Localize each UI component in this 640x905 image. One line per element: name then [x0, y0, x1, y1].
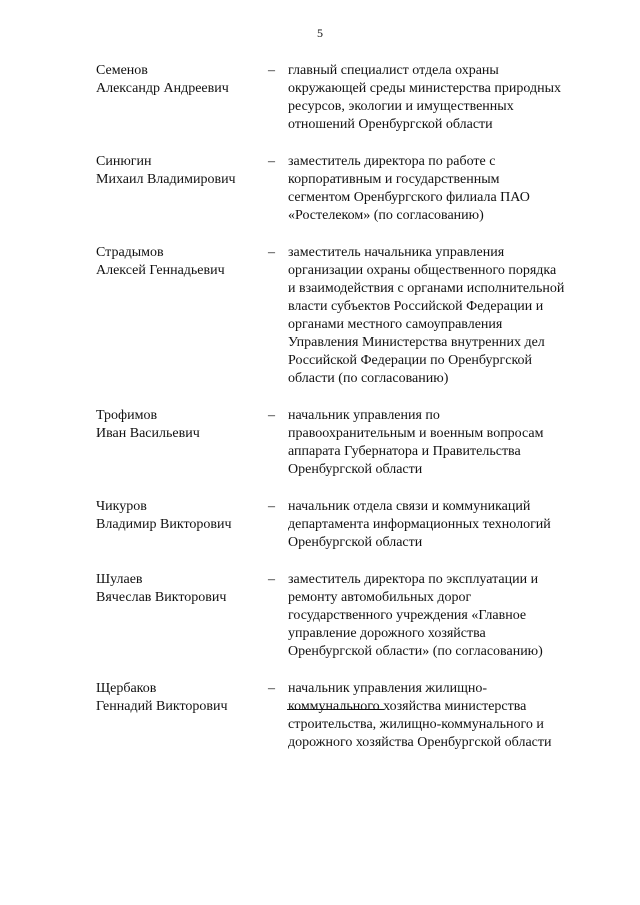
member-surname: Шулаев	[96, 572, 143, 587]
position-line: государственного учреждения «Главное	[288, 608, 527, 623]
position-line: коммунального хозяйства министерства	[288, 699, 527, 714]
member-entry	[0, 62, 640, 134]
member-position	[288, 680, 588, 752]
member-given-names: Владимир Викторович	[96, 517, 232, 532]
position-line: главный специалист отдела охраны	[288, 63, 499, 78]
member-position	[288, 407, 588, 479]
position-line: Оренбургской области	[288, 535, 423, 550]
member-surname: Трофимов	[96, 408, 158, 423]
position-line: строительства, жилищно-коммунального и	[288, 717, 544, 732]
member-surname: Семенов	[96, 63, 148, 78]
position-line: заместитель директора по работе с	[288, 154, 496, 169]
member-given-names: Вячеслав Викторович	[96, 590, 227, 605]
separator-dash: –	[268, 681, 275, 696]
position-line: Управления Министерства внутренних дел	[288, 335, 545, 350]
position-line: власти субъектов Российской Федерации и	[288, 299, 544, 314]
position-line: органами местного самоуправления	[288, 317, 503, 332]
member-entry	[0, 498, 640, 552]
position-line: управление дорожного хозяйства	[288, 626, 486, 641]
member-list	[0, 62, 640, 752]
position-line: сегментом Оренбургского филиала ПАО	[288, 190, 530, 205]
member-name	[96, 680, 266, 716]
end-of-list-rule	[287, 709, 384, 710]
position-line: области (по согласованию)	[288, 371, 449, 386]
member-entry	[0, 244, 640, 388]
position-line: заместитель директора по эксплуатации и	[288, 572, 539, 587]
member-given-names: Алексей Геннадьевич	[96, 263, 225, 278]
position-line: департамента информационных технологий	[288, 517, 551, 532]
position-line: начальник управления жилищно-	[288, 681, 488, 696]
position-line: Российской Федерации по Оренбургской	[288, 353, 533, 368]
member-position	[288, 62, 588, 134]
member-name	[96, 407, 266, 443]
position-line: ремонту автомобильных дорог	[288, 590, 472, 605]
position-line: ресурсов, экологии и имущественных	[288, 99, 514, 114]
separator-dash: –	[268, 408, 275, 423]
member-position	[288, 498, 588, 552]
position-line: корпоративным и государственным	[288, 172, 500, 187]
separator-dash: –	[268, 572, 275, 587]
position-line: окружающей среды министерства природных	[288, 81, 561, 96]
member-entry	[0, 407, 640, 479]
position-line: организации охраны общественного порядка	[288, 263, 557, 278]
position-line: заместитель начальника управления	[288, 245, 505, 260]
position-line: начальник отдела связи и коммуникаций	[288, 499, 531, 514]
member-entry	[0, 680, 640, 752]
separator-dash: –	[268, 499, 275, 514]
position-line: аппарата Губернатора и Правительства	[288, 444, 521, 459]
member-surname: Синюгин	[96, 154, 152, 169]
member-surname: Страдымов	[96, 245, 164, 260]
member-name	[96, 244, 266, 280]
separator-dash: –	[268, 245, 275, 260]
member-given-names: Александр Андреевич	[96, 81, 229, 96]
position-line: дорожного хозяйства Оренбургской области	[288, 735, 552, 750]
member-name	[96, 498, 266, 534]
member-given-names: Иван Васильевич	[96, 426, 200, 441]
position-line: правоохранительным и военным вопросам	[288, 426, 544, 441]
position-line: Оренбургской области» (по согласованию)	[288, 644, 543, 659]
member-given-names: Геннадий Викторович	[96, 699, 228, 714]
member-name	[96, 62, 266, 98]
position-line: Оренбургской области	[288, 462, 423, 477]
separator-dash: –	[268, 154, 275, 169]
position-line: отношений Оренбургской области	[288, 117, 493, 132]
separator-dash: –	[268, 63, 275, 78]
member-position	[288, 571, 588, 661]
position-line: «Ростелеком» (по согласованию)	[288, 208, 484, 223]
member-position	[288, 153, 588, 225]
member-surname: Щербаков	[96, 681, 157, 696]
member-name	[96, 153, 266, 189]
member-entry	[0, 153, 640, 225]
member-entry	[0, 571, 640, 661]
member-given-names: Михаил Владимирович	[96, 172, 236, 187]
member-name	[96, 571, 266, 607]
member-position	[288, 244, 588, 388]
page-number: 5	[317, 26, 323, 40]
position-line: начальник управления по	[288, 408, 440, 423]
position-line: и взаимодействия с органами исполнительной	[288, 281, 565, 296]
member-surname: Чикуров	[96, 499, 147, 514]
